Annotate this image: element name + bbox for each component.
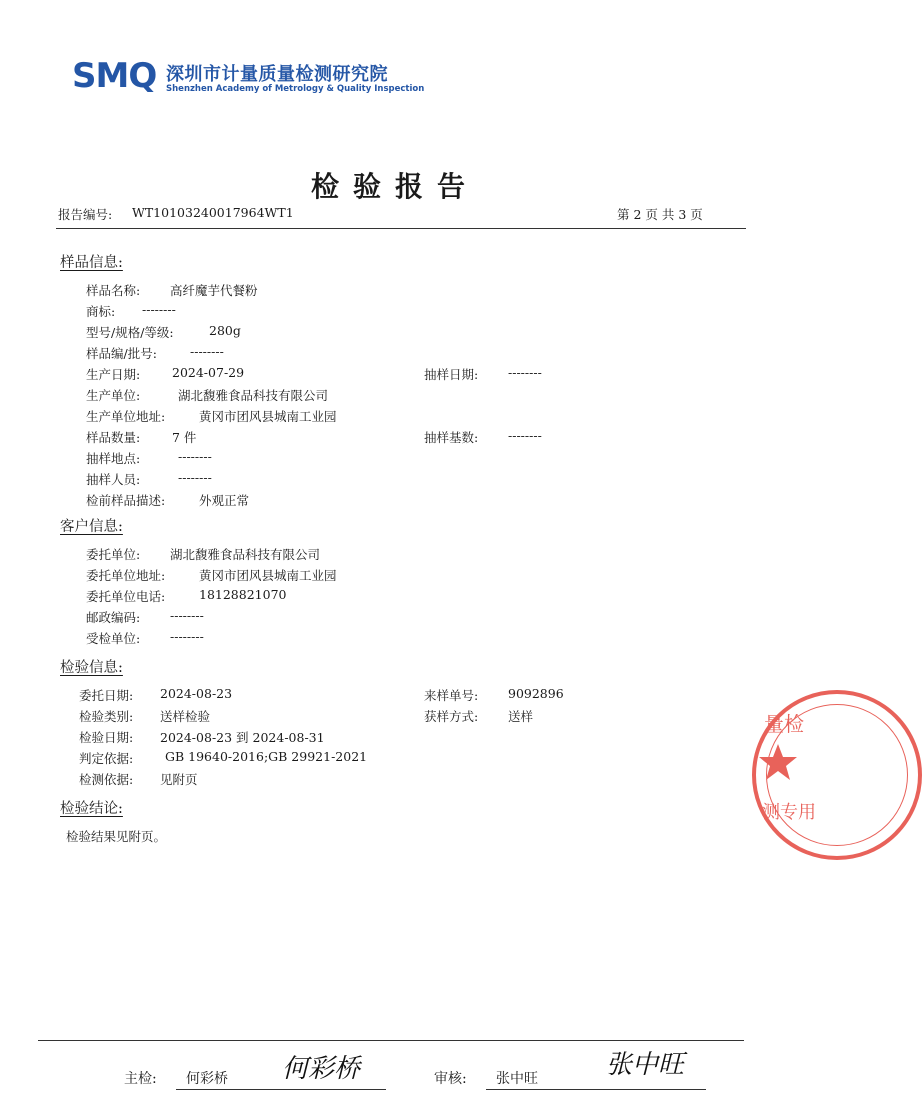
field-value: -------- <box>142 302 176 317</box>
field-label: 商标: <box>86 304 116 319</box>
star-icon <box>758 742 798 782</box>
section-heading-inspection: 检验信息: <box>60 660 123 676</box>
field-value: 7 件 <box>172 430 197 445</box>
inspector-label: 主检: <box>124 1071 157 1087</box>
field-value: -------- <box>178 470 212 485</box>
field-label: 来样单号: <box>424 688 479 703</box>
field-label: 抽样地点: <box>86 451 141 466</box>
field-value: 送样检验 <box>160 709 211 724</box>
field-label: 受检单位: <box>86 631 141 646</box>
section-heading-conclusion: 检验结论: <box>60 801 123 817</box>
report-number-label: 报告编号: <box>58 207 113 222</box>
field-label: 生产日期: <box>86 367 141 382</box>
section-heading-client: 客户信息: <box>60 519 123 535</box>
field-label: 委托单位: <box>86 547 141 562</box>
field-value: -------- <box>508 365 542 380</box>
field-label: 抽样人员: <box>86 472 141 487</box>
field-label: 抽样基数: <box>424 430 479 445</box>
field-value: 湖北馥雅食品科技有限公司 <box>170 547 321 562</box>
field-label: 抽样日期: <box>424 367 479 382</box>
field-value: 2024-08-23 <box>160 686 233 701</box>
report-title: 检验报告 <box>310 170 479 203</box>
field-label: 检验日期: <box>79 730 134 745</box>
report-number: WT10103240017964WT1 <box>132 205 294 220</box>
field-label: 委托单位地址: <box>86 568 166 583</box>
conclusion-text: 检验结果见附页。 <box>66 829 167 844</box>
field-label: 获样方式: <box>424 709 479 724</box>
field-label: 生产单位地址: <box>86 409 166 424</box>
reviewer-name: 张中旺 <box>496 1071 538 1087</box>
field-label: 邮政编码: <box>86 610 141 625</box>
field-value: -------- <box>178 449 212 464</box>
inspector-sign-line <box>176 1089 386 1090</box>
field-label: 样品数量: <box>86 430 141 445</box>
field-label: 委托日期: <box>79 688 134 703</box>
field-label: 检测依据: <box>79 772 134 787</box>
field-value: 湖北馥雅食品科技有限公司 <box>178 388 329 403</box>
field-label: 委托单位电话: <box>86 589 166 604</box>
field-value: -------- <box>170 629 204 644</box>
field-value: 9092896 <box>508 686 564 701</box>
field-value: 送样 <box>508 709 534 724</box>
field-label: 判定依据: <box>79 751 134 766</box>
field-label: 型号/规格/等级: <box>86 325 174 340</box>
field-value: 外观正常 <box>199 493 250 508</box>
org-name-cn: 深圳市计量质量检测研究院 <box>166 64 388 85</box>
field-label: 样品名称: <box>86 283 141 298</box>
field-value: -------- <box>508 428 542 443</box>
footer-divider <box>38 1040 744 1041</box>
field-value: GB 19640-2016;GB 29921-2021 <box>165 749 368 764</box>
reviewer-signature: 张中旺 <box>606 1050 685 1080</box>
field-label: 生产单位: <box>86 388 141 403</box>
header-divider <box>56 228 746 229</box>
field-label: 检前样品描述: <box>86 493 166 508</box>
field-label: 检验类别: <box>79 709 134 724</box>
field-value: 见附页 <box>160 772 198 787</box>
page-info: 第 2 页 共 3 页 <box>617 207 703 222</box>
inspector-name: 何彩桥 <box>186 1071 228 1087</box>
seal-text-bottom: 测专用 <box>762 802 816 823</box>
field-value: 2024-07-29 <box>172 365 245 380</box>
org-name-en: Shenzhen Academy of Metrology & Quality Inspection <box>166 84 425 94</box>
field-label: 样品编/批号: <box>86 346 157 361</box>
inspection-seal <box>752 690 922 860</box>
reviewer-label: 审核: <box>434 1071 467 1087</box>
field-value: -------- <box>190 344 224 359</box>
field-value: 高纤魔芋代餐粉 <box>170 283 258 298</box>
seal-text-top: 量检 <box>764 712 804 736</box>
inspector-signature: 何彩桥 <box>282 1054 361 1084</box>
logo-smq: SMQ <box>72 56 157 96</box>
field-value: 18128821070 <box>199 587 287 602</box>
field-value: 黄冈市团风县城南工业园 <box>199 568 337 583</box>
field-value: 黄冈市团风县城南工业园 <box>199 409 337 424</box>
reviewer-sign-line <box>486 1089 706 1090</box>
field-value: 280g <box>209 323 241 338</box>
section-heading-sample: 样品信息: <box>60 255 123 271</box>
field-value: -------- <box>170 608 204 623</box>
field-value: 2024-08-23 到 2024-08-31 <box>160 730 325 745</box>
